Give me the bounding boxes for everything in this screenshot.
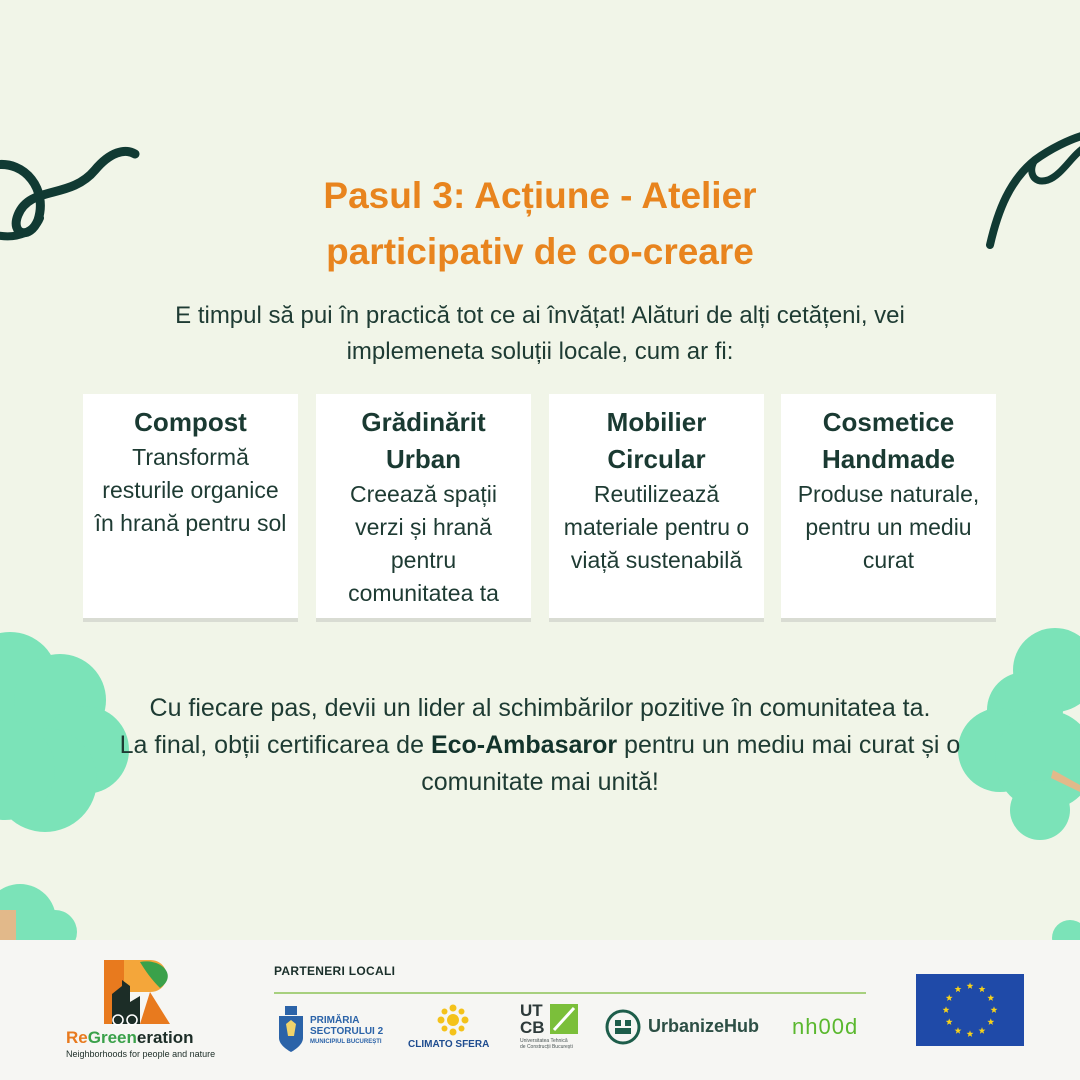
brand-name-green: Green	[87, 1028, 137, 1047]
brand-logo-icon	[100, 958, 180, 1028]
intro-text: E timpul să pui în practică tot ce ai învățat! Alături de alți cetățeni, vei implemeneta soluții locale, cum ar fi:	[175, 302, 905, 365]
closing-text	[100, 690, 980, 801]
utcb-mark-icon	[550, 1004, 578, 1034]
utcb-top: UT	[520, 1001, 543, 1020]
eco-ambasador-highlight: Eco-Ambasaror	[430, 731, 618, 759]
climato-sfera-icon	[437, 1004, 469, 1036]
brand-name-re: Re	[66, 1028, 88, 1047]
primaria-line-2: SECTORULUI 2	[310, 1026, 384, 1037]
primaria-logo-text	[310, 1015, 383, 1048]
primaria-line-1: PRIMĂRIA	[310, 1015, 360, 1026]
closing-line-1: Cu fiecare pas, devii un lider al schimbărilor pozitive în comunitatea ta.	[149, 694, 931, 722]
title-line-1: Pasul 3: Acțiune - Atelier	[323, 175, 757, 216]
eu-flag-icon	[916, 974, 1024, 1046]
climato-sfera-text: CLIMATO SFERA	[408, 1039, 490, 1050]
utcb-small-text	[520, 1038, 573, 1050]
title-line-2: participativ de co-creare	[326, 231, 754, 272]
card-cosmetice-handmade	[781, 394, 996, 622]
page-title	[0, 168, 1080, 280]
card-compost	[83, 394, 298, 622]
closing-line-2-start: La final, obții certificarea de	[119, 731, 431, 759]
card-title: Compost	[134, 407, 247, 437]
card-description: Reutilizează materiale pentru o viață sustenabilă	[563, 481, 750, 573]
utcb-bottom: CB	[520, 1018, 545, 1037]
nhood-logo-text: nh00d	[792, 1014, 859, 1039]
closing-line-2-end: pentru un mediu mai curat și o comunitate mai unită!	[421, 731, 961, 796]
urbanizehub-text: UrbanizeHub	[648, 1016, 760, 1036]
urbanizehub-icon	[605, 1009, 641, 1045]
solutions-cards	[83, 394, 998, 626]
card-title: Grădinărit Urban	[361, 407, 486, 474]
utcb-small-2: de Construcții București	[520, 1044, 573, 1050]
primaria-crest-icon	[276, 1004, 306, 1054]
partners-label: PARTENERI LOCALI	[274, 964, 396, 978]
card-title: Cosmetice Handmade	[822, 407, 955, 474]
card-title: Mobilier Circular	[606, 407, 707, 474]
brand-name-eration: eration	[136, 1028, 194, 1047]
card-description: Transformă resturile organice în hrană pentru sol	[94, 444, 287, 536]
partners-divider	[274, 992, 866, 994]
brand-tagline: Neighborhoods for people and nature	[66, 1049, 216, 1059]
card-description: Creează spații verzi și hrană pentru comunitatea ta	[348, 481, 499, 606]
utcb-logo-text	[520, 1002, 545, 1036]
utcb-small-1: Universitatea Tehnică	[520, 1038, 568, 1044]
brand-name	[66, 1028, 194, 1048]
primaria-line-3: MUNICIPIUL BUCUREȘTI	[310, 1039, 382, 1045]
card-gradinarit-urban	[316, 394, 531, 622]
card-description: Produse naturale, pentru un mediu curat	[797, 481, 980, 573]
card-mobilier-circular	[549, 394, 764, 622]
